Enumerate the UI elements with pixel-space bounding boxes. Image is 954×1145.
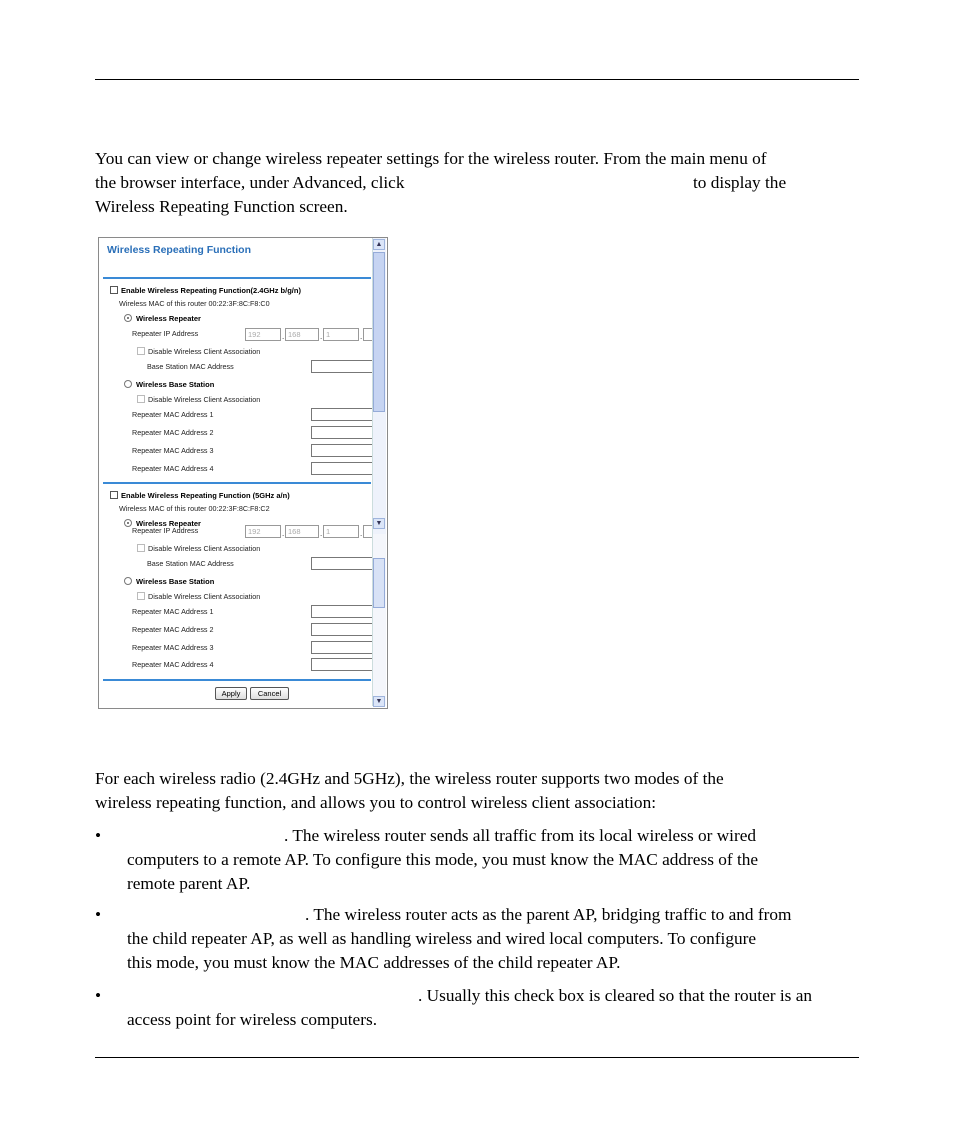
intro-line-2a: the browser interface, under Advanced, click xyxy=(95,173,405,192)
bullet-icon: • xyxy=(95,986,102,1005)
intro-line-3: Wireless Repeating Function screen. xyxy=(95,197,348,216)
wireless-repeating-screenshot xyxy=(98,237,388,709)
header-rule xyxy=(95,79,859,80)
ip-separator: . xyxy=(320,332,323,341)
repeater-24-radio[interactable] xyxy=(124,314,132,322)
disable-assoc-24-1-label: Disable Wireless Client Association xyxy=(148,347,261,356)
ip-24-label: Repeater IP Address xyxy=(132,329,199,338)
rep-mac-24-4-input[interactable] xyxy=(311,462,375,475)
footer-rule xyxy=(95,1057,859,1058)
ip-24-octet-3[interactable]: 1 xyxy=(323,328,359,341)
ip-5-octet-1[interactable]: 192 xyxy=(245,525,281,538)
ip-5-octet-2[interactable]: 168 xyxy=(285,525,319,538)
scroll-down-icon[interactable]: ▼ xyxy=(373,696,385,707)
bullet-icon: • xyxy=(95,905,102,924)
base-mac-24-input[interactable] xyxy=(311,360,375,373)
scrollbar-thumb[interactable] xyxy=(373,252,385,412)
scroll-up-icon[interactable]: ▲ xyxy=(373,239,385,250)
bullet3-line-1: . Usually this check box is cleared so that the router is an xyxy=(418,986,813,1005)
rep-mac-5-2-label: Repeater MAC Address 2 xyxy=(132,625,214,634)
intro-line-2b: to display the xyxy=(693,173,787,192)
ip-separator: . xyxy=(320,529,323,538)
disable-assoc-5-2-label: Disable Wireless Client Association xyxy=(148,592,261,601)
disable-assoc-24-2-checkbox[interactable] xyxy=(137,395,145,403)
ip-5-label: Repeater IP Address xyxy=(132,526,199,535)
bullet1-line-1: . The wireless router sends all traffic from its local wireless or wired xyxy=(284,826,757,845)
para2-line-2: wireless repeating function, and allows you to control wireless client association: xyxy=(95,793,657,812)
scrollbar-grip-icon[interactable] xyxy=(373,558,385,608)
apply-button[interactable]: Apply xyxy=(215,687,247,700)
rep-mac-24-3-input[interactable] xyxy=(311,444,375,457)
ip-separator: . xyxy=(360,332,363,341)
bullet1-line-2: computers to a remote AP. To configure this mode, you must know the MAC address of the xyxy=(127,850,759,869)
section-divider xyxy=(103,482,371,484)
bullet-wireless-base-station xyxy=(95,903,859,975)
rep-mac-24-1-label: Repeater MAC Address 1 xyxy=(132,410,214,419)
base-station-5-radio[interactable] xyxy=(124,577,132,585)
enable-24ghz-checkbox[interactable] xyxy=(110,286,118,294)
bullet1-line-3: remote parent AP. xyxy=(127,874,251,893)
base-mac-5-label: Base Station MAC Address xyxy=(147,559,234,568)
rep-mac-24-3-label: Repeater MAC Address 3 xyxy=(132,446,214,455)
bullet2-line-3: this mode, you must know the MAC addresses of the child repeater AP. xyxy=(127,953,621,972)
ip-24-octet-1[interactable]: 192 xyxy=(245,328,281,341)
base-station-5-label: Wireless Base Station xyxy=(136,577,215,586)
disable-assoc-5-2-checkbox[interactable] xyxy=(137,592,145,600)
rep-mac-5-1-input[interactable] xyxy=(311,605,375,618)
base-station-24-radio[interactable] xyxy=(124,380,132,388)
para2-line-1: For each wireless radio (2.4GHz and 5GHz), the wireless router supports two modes of the xyxy=(95,769,724,788)
base-mac-5-input[interactable] xyxy=(311,557,375,570)
ip-separator: . xyxy=(282,332,285,341)
rep-mac-24-2-label: Repeater MAC Address 2 xyxy=(132,428,214,437)
bullet-wireless-repeater xyxy=(95,824,859,896)
cancel-button[interactable]: Cancel xyxy=(250,687,289,700)
rep-mac-24-1-input[interactable] xyxy=(311,408,375,421)
scroll-down-icon[interactable]: ▼ xyxy=(373,518,385,529)
ip-separator: . xyxy=(282,529,285,538)
intro-line-1: You can view or change wireless repeater settings for the wireless router. From the main menu of xyxy=(95,149,767,168)
base-mac-24-label: Base Station MAC Address xyxy=(147,362,234,371)
rep-mac-5-2-input[interactable] xyxy=(311,623,375,636)
disable-assoc-5-1-label: Disable Wireless Client Association xyxy=(148,544,261,553)
enable-24ghz-label: Enable Wireless Repeating Function(2.4GHz b/g/n) xyxy=(121,286,301,295)
disable-assoc-24-2-label: Disable Wireless Client Association xyxy=(148,395,261,404)
disable-assoc-24-1-checkbox[interactable] xyxy=(137,347,145,355)
base-station-24-label: Wireless Base Station xyxy=(136,380,215,389)
title-divider xyxy=(103,277,371,279)
screen-title: Wireless Repeating Function xyxy=(107,244,252,256)
rep-mac-24-2-input[interactable] xyxy=(311,426,375,439)
repeater-24-label: Wireless Repeater xyxy=(136,314,201,323)
rep-mac-24-4-label: Repeater MAC Address 4 xyxy=(132,464,214,473)
bullet-icon: • xyxy=(95,826,102,845)
mac-24ghz: Wireless MAC of this router 00:22:3F:8C:F8:C0 xyxy=(119,299,270,308)
footer-divider xyxy=(103,679,371,681)
repeater-5-radio[interactable] xyxy=(124,519,132,527)
ip-24-octet-2[interactable]: 168 xyxy=(285,328,319,341)
bullet-disable-client-association xyxy=(95,984,859,1032)
rep-mac-5-4-input[interactable] xyxy=(311,658,375,671)
repeater-5-label: Wireless Repeater xyxy=(136,519,201,528)
ip-5-octet-3[interactable]: 1 xyxy=(323,525,359,538)
rep-mac-5-3-input[interactable] xyxy=(311,641,375,654)
ip-separator: . xyxy=(360,529,363,538)
rep-mac-5-4-label: Repeater MAC Address 4 xyxy=(132,660,214,669)
disable-assoc-5-1-checkbox[interactable] xyxy=(137,544,145,552)
mac-5ghz: Wireless MAC of this router 00:22:3F:8C:F8:C2 xyxy=(119,504,270,513)
bullet2-line-2: the child repeater AP, as well as handling wireless and wired local computers. To configure xyxy=(127,929,757,948)
enable-5ghz-label: Enable Wireless Repeating Function (5GHz a/n) xyxy=(121,491,290,500)
enable-5ghz-checkbox[interactable] xyxy=(110,491,118,499)
bullet3-line-2: access point for wireless computers. xyxy=(127,1010,378,1029)
rep-mac-5-1-label: Repeater MAC Address 1 xyxy=(132,607,214,616)
bullet2-line-1: . The wireless router acts as the parent AP, bridging traffic to and from xyxy=(305,905,792,924)
rep-mac-5-3-label: Repeater MAC Address 3 xyxy=(132,643,214,652)
